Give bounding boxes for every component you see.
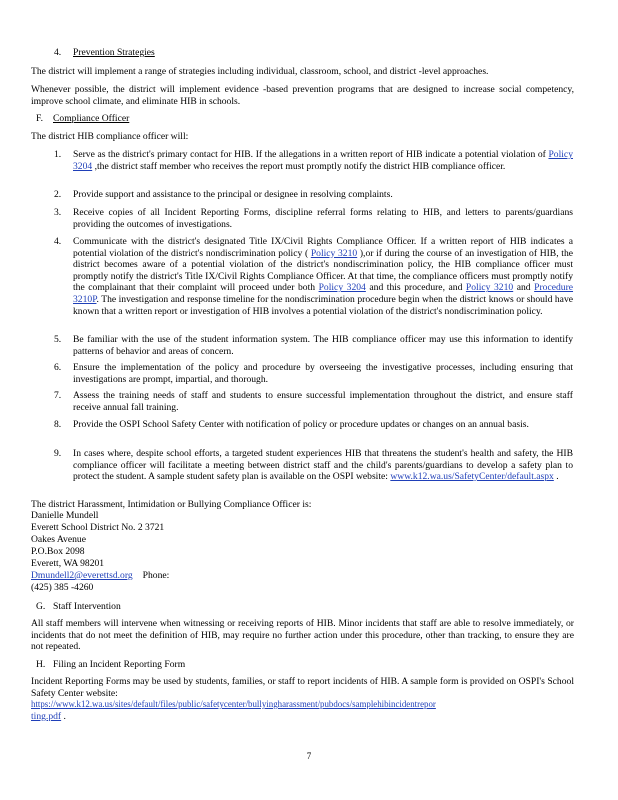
officer-intro: The district Harassment, Intimidation or Bullying Compliance Officer is: (31, 499, 312, 510)
officer-address-line: Oakes Avenue (31, 534, 86, 545)
paragraph-filing-form: Incident Reporting Forms may be used by students, families, or staff to report incidents of HIB. A sample form is provided on OSPI's School Safety Center website: (31, 676, 574, 699)
officer-phone: (425) 385 -4260 (31, 582, 94, 593)
list-number: 7. (54, 390, 62, 401)
list-number: 8. (54, 419, 62, 430)
paragraph-prevention-programs: Whenever possible, the district will implement evidence -based prevention programs that are designed to increase social competency, improve school climate, and eliminate HIB in schools. (31, 84, 574, 107)
section-letter: H. (36, 659, 46, 670)
sample-form-link[interactable]: ting.pdf (31, 711, 62, 722)
section-heading-staff-intervention: Staff Intervention (53, 601, 121, 612)
list-item-receive-copies: Receive copies of all Incident Reporting Forms, discipline referral forms relating to HIB, and letters to parents/guardians providing the outcomes of investigations. (73, 207, 573, 230)
policy-3204-link[interactable]: Policy 3204 (73, 149, 573, 172)
page-number: 7 (306, 751, 312, 761)
list-item-training: Assess the training needs of staff and students to ensure successful implementation throughout the district, and ensure staff receive annual fall training. (73, 390, 573, 413)
officer-email-link[interactable]: Dmundell2@everettsd.org (31, 570, 133, 581)
list-item-ospi-notification: Provide the OSPI School Safety Center with notification of policy or procedure updates or changes on an annual basis. (73, 419, 529, 430)
list-item-primary-contact: Serve as the district's primary contact for HIB. If the allegations in a written report of HIB indicate a potential violation of Policy 3204 ,the district staff member who receives the report must promptly notify the district HIB compliance officer. (73, 149, 573, 172)
paragraph-staff-intervention: All staff members will intervene when witnessing or receiving reports of HIB. Minor incidents that staff are able to resolve immediately, or incidents that do not meet the definition of HIB, may require no further action under this procedure, other than tracking, to ensure they are not repeated. (31, 618, 574, 653)
sample-form-link[interactable]: https://www.k12.wa.us/sites/default/files/public/safetycenter/bullyingharassment/pubdocs/samplehibincidentrepor (31, 699, 436, 709)
list-item-title-ix: Communicate with the district's designated Title IX/Civil Rights Compliance Officer. If a written report of HIB indicates a potential violation of the district's nondiscrimination policy ( Policy 3210 ),or if during the course of an investigation of HIB, the district becomes aware of a potential violation of the district's nondiscrimination policy, the HIB compliance officer must promptly notify the district's Title IX/Civil Rights Compliance Officer. At that time, the compliance officers must promptly notify the complainant that their complaint will proceed under both Policy 3204 and this procedure, and Policy 3210 and Procedure 3210P. The investigation and response timeline for the nondiscrimination procedure begin when the district knows or should have known that a written report or investigation of HIB involves a potential violation of the district's nondiscrimination policy. (73, 236, 574, 317)
policy-3210-link[interactable]: Policy 3210 (465, 282, 514, 294)
section-number: 4. (54, 47, 62, 58)
safety-center-link[interactable]: www.k12.wa.us/SafetyCenter/default.aspx (390, 471, 554, 483)
list-number: 5. (54, 334, 62, 345)
procedure-3210p-link[interactable]: Procedure 3210P (73, 282, 574, 305)
section-heading-filing-form: Filing an Incident Reporting Form (53, 659, 186, 670)
officer-address-line: P.O.Box 2098 (31, 546, 85, 557)
list-item-safety-plan: In cases where, despite school efforts, a targeted student experiences HIB that threatens the student's health and safety, the HIB compliance officer will facilitate a meeting between district staff and the child's parents/guardians to develop a safety plan to protect the student. A sample student safety plan is available on the OSPI website: www.k12.wa.us/SafetyCenter/default.aspx . (73, 448, 573, 483)
officer-address-line: Everett School District No. 2 3721 (31, 522, 165, 533)
list-number: 1. (54, 149, 62, 160)
section-letter: F. (36, 113, 43, 124)
list-number: 6. (54, 362, 62, 373)
list-number: 9. (54, 448, 62, 459)
policy-3204-link[interactable]: Policy 3204 (318, 282, 366, 294)
officer-name: Danielle Mundell (31, 510, 99, 521)
sample-form-url-line (31, 699, 576, 711)
paragraph-strategies: The district will implement a range of strategies including individual, classroom, school, and district -level approaches. (31, 66, 489, 77)
section-letter: G. (36, 601, 46, 612)
list-item-implementation: Ensure the implementation of the policy and procedure by overseeing the investigative processes, including ensuring that investigations are prompt, impartial, and thorough. (73, 362, 573, 385)
section-heading-compliance-officer: Compliance Officer (53, 113, 130, 124)
officer-email-line (31, 570, 169, 582)
officer-address-line: Everett, WA 98201 (31, 558, 105, 569)
section-heading-prevention: Prevention Strategies (73, 47, 155, 58)
paragraph-officer-duties-intro: The district HIB compliance officer will: (31, 131, 189, 142)
policy-3210-link[interactable]: Policy 3210 (310, 247, 358, 259)
list-item-support: Provide support and assistance to the principal or designee in resolving complaints. (73, 189, 393, 200)
list-number: 3. (54, 207, 62, 218)
list-item-student-info-system: Be familiar with the use of the student information system. The HIB compliance officer may use this information to identify patterns of behavior and areas of concern. (73, 334, 573, 357)
sample-form-url-line: ting.pdf . (31, 711, 66, 722)
list-number: 4. (54, 236, 62, 247)
list-number: 2. (54, 189, 62, 200)
phone-label: Phone: (142, 570, 170, 581)
